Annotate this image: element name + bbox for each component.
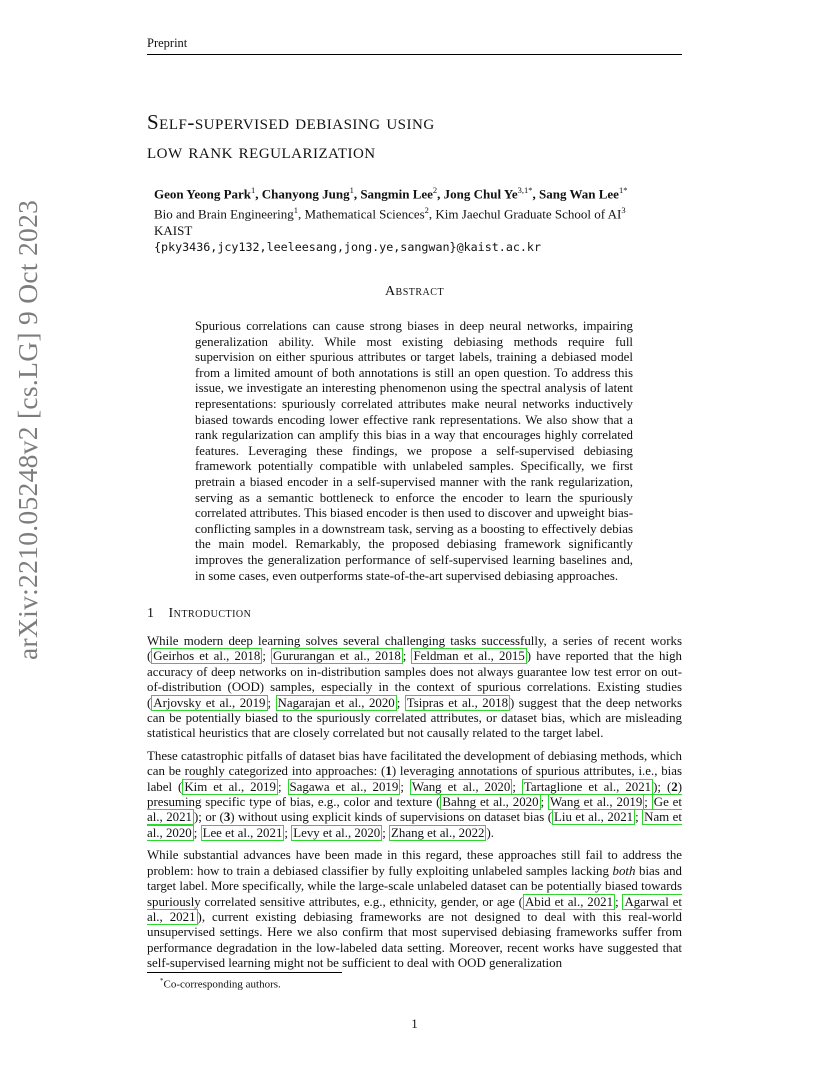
author-name: Sangmin Lee (360, 186, 433, 202)
text-run: ) have reported that the high accuracy of deep networks on in-distribution samples does not always guarantee low test error on out-of-distribution (OOD) samples, especially in the context of spurious correlations. Existing studies ( (147, 649, 682, 710)
citation-link[interactable]: Feldman et al., 2015 (413, 649, 525, 664)
arxiv-identifier: arXiv:2210.05248v2 [cs.LG] 9 Oct 2023 (12, 199, 43, 660)
text-run: These catastrophic pitfalls of dataset bias have facilitated the development of debiasing methods, which can be roughly categorized into approaches: ( (147, 748, 682, 779)
separator: ; (277, 779, 288, 794)
separator: ; (635, 810, 643, 825)
citation-link[interactable]: Geirhos et al., 2018 (153, 649, 261, 664)
abstract-heading: Abstract (384, 284, 445, 299)
paragraph (147, 634, 682, 742)
footnote-text: Co-corresponding authors. (163, 978, 281, 991)
citation-link[interactable]: Arjovsky et al., 2019 (153, 695, 266, 710)
affiliation-mark: 1 (293, 205, 298, 216)
section-body (147, 634, 682, 979)
affiliation: Bio and Brain Engineering (154, 206, 294, 222)
separator: ; (396, 695, 405, 710)
text-run: ). (486, 825, 494, 840)
citation-link[interactable]: Lee et al., 2021 (202, 825, 283, 840)
text-run: ); ( (653, 779, 672, 794)
enum-number: 1 (385, 764, 392, 779)
text-run: ) without using explicit kinds of supervisions on dataset bias ( (230, 810, 552, 825)
author-affil-mark: 1 (349, 185, 354, 195)
text-run: ) leveraging annotations of spurious attributes, i.e., bias label ( (147, 764, 682, 794)
citation-link[interactable]: Liu et al., 2021 (554, 810, 634, 825)
affiliation: Kim Jaechul Graduate School of AI (435, 206, 622, 222)
emphasis: both (612, 863, 636, 878)
title-line-2: low rank regularization (147, 139, 376, 163)
page-number: 1 (411, 1016, 418, 1031)
paragraph (147, 749, 682, 841)
author-affil-mark: 1* (618, 185, 628, 195)
footnote-rule (147, 972, 342, 973)
citation-link[interactable]: Nam et al., 2020 (147, 810, 682, 840)
text-run: ); or ( (194, 810, 224, 825)
affiliation-mark: 2 (424, 205, 429, 216)
citation-link[interactable]: Wang et al., 2020 (411, 779, 511, 794)
affiliation: Mathematical Sciences (304, 206, 425, 222)
paragraph (147, 848, 682, 971)
separator: ; (262, 649, 272, 664)
author-name: Geon Yeong Park (154, 186, 252, 202)
author-emails: {pky3436,jcy132,leeleesang,jong.ye,sangwan}@kaist.ac.kr (154, 239, 542, 254)
citation-link[interactable]: Zhang et al., 2022 (391, 825, 485, 840)
text-run: ), current existing debiasing frameworks are not designed to deal with this real-world unsupervised settings. Here we also confirm that most supervised debiasing frameworks suffer from performance degradation in the low-labeled data setting. Moreover, recent works have suggested that self-supervised learning might not be sufficient to deal with OOD generalization (147, 909, 682, 971)
separator: ; (644, 795, 652, 810)
citation-link[interactable]: Sagawa et al., 2019 (289, 779, 399, 794)
separator: ; (267, 695, 276, 710)
abstract-text: Spurious correlations can cause strong biases in deep neural networks, impairing generalization ability. While most existing debiasing methods require full supervision on either spurious attributes or target labels, training a debiased model from a limited amount of both annotations is still an open question. To address this issue, we investigate an interesting phenomenon using the spectral analysis of latent representations: spuriously correlated attributes make neural networks inductively biased towards encoding lower effective rank representations. We also show that a rank regularization can amplify this bias in a way that encourages highly correlated features. Leveraging these findings, we propose a self-supervised debiasing framework potentially compatible with unlabeled samples. Specifically, we first pretrain a biased encoder in a self-supervised manner with the rank regularization, serving as a semantic bottleneck to enforce the encoder to learn the spuriously correlated attributes. This biased encoder is then used to discover and upweight bias-conflicting samples in a downstream task, serving as a boosting to effectively debias the main model. Remarkably, the proposed debiasing framework significantly improves the generalization performance of self-supervised learning baselines and, in some cases, even outperforms state-of-the-art supervised debiasing approaches. (195, 319, 633, 583)
author-affil-mark: 1 (251, 185, 256, 195)
citation-link[interactable]: Ge et al., 2021 (147, 795, 682, 825)
running-header: Preprint (147, 36, 682, 55)
separator: ; (540, 795, 549, 810)
citation-link[interactable]: Levy et al., 2020 (293, 825, 381, 840)
affiliations: Bio and Brain Engineering$^1$, Mathematical Sciences$^2$, Kim Jaechul Graduate School of $AI^3$ (154, 205, 626, 222)
citation-link[interactable]: Abid et al., 2021 (524, 894, 614, 909)
author-names: Geon Yeong Park$^1$, Chanyong Jung$^1$, Sangmin Lee$^2$, Jong Chul $Ye^{3,1*}$, Sang Wan Lee$^{1*}$ (154, 185, 628, 202)
text-run: While substantial advances have been made in this regard, these approaches still fail to address the problem: how to train a debiased classifier by fully exploiting unlabeled samples lacking (147, 848, 682, 878)
separator: ; (402, 649, 412, 664)
separator: ; (284, 825, 292, 840)
enum-number: 3 (223, 810, 231, 825)
affiliation-mark: 3 (621, 205, 626, 216)
citation-link[interactable]: Agarwal et al., 2021 (147, 894, 682, 924)
citation-link[interactable]: Gururangan et al., 2018 (273, 649, 401, 664)
separator: ; (382, 825, 390, 840)
citation-link[interactable]: Tsipras et al., 2018 (406, 695, 509, 710)
institution: KAIST (154, 222, 193, 238)
separator: ; (512, 779, 522, 794)
title-line-1: Self-supervised debiasing using (147, 110, 435, 134)
author-affil-mark: 2 (432, 185, 438, 195)
separator: ; (615, 894, 623, 909)
section-number: 1 (147, 606, 155, 621)
text-run: ) presuming specific type of bias, e.g., color and texture ( (147, 779, 682, 810)
section-title: Introduction (168, 606, 252, 621)
author-name: Jong Chul Ye (443, 186, 518, 202)
text-run: While modern deep learning solves several challenging tasks successfully, a series of recent works ( (147, 634, 682, 664)
paper-title (147, 108, 682, 166)
section-heading (147, 606, 682, 622)
citation-link[interactable]: Kim et al., 2019 (184, 779, 276, 794)
footnote-mark: * (160, 977, 164, 985)
enum-number: 2 (671, 779, 678, 794)
author-name: Sang Wan Lee (538, 186, 619, 202)
citation-link[interactable]: Bahng et al., 2020 (442, 795, 539, 810)
text-run: ) suggest that the deep networks can be potentially biased to the spuriously correlated attributes, or dataset bias, which are misleading statistical heuristics that are closely correlated but not causally related to the target label. (147, 695, 682, 741)
separator: ; (193, 825, 201, 840)
citation-link[interactable]: Wang et al., 2019 (550, 795, 643, 810)
citation-link[interactable]: Nagarajan et al., 2020 (277, 695, 395, 710)
separator: ; (400, 779, 410, 794)
author-affil-mark: 3,1* (517, 185, 533, 195)
footnote (160, 977, 680, 991)
text-run: bias and target label. More specifically, while the large-scale unlabeled dataset can be potentially biased towards spuriously correlated sensitive attributes, e.g., ethnicity, gender, or age ( (147, 863, 682, 909)
author-name: Chanyong Jung (261, 186, 350, 202)
author-block (154, 182, 694, 255)
citation-link[interactable]: Tartaglione et al., 2021 (523, 779, 652, 794)
